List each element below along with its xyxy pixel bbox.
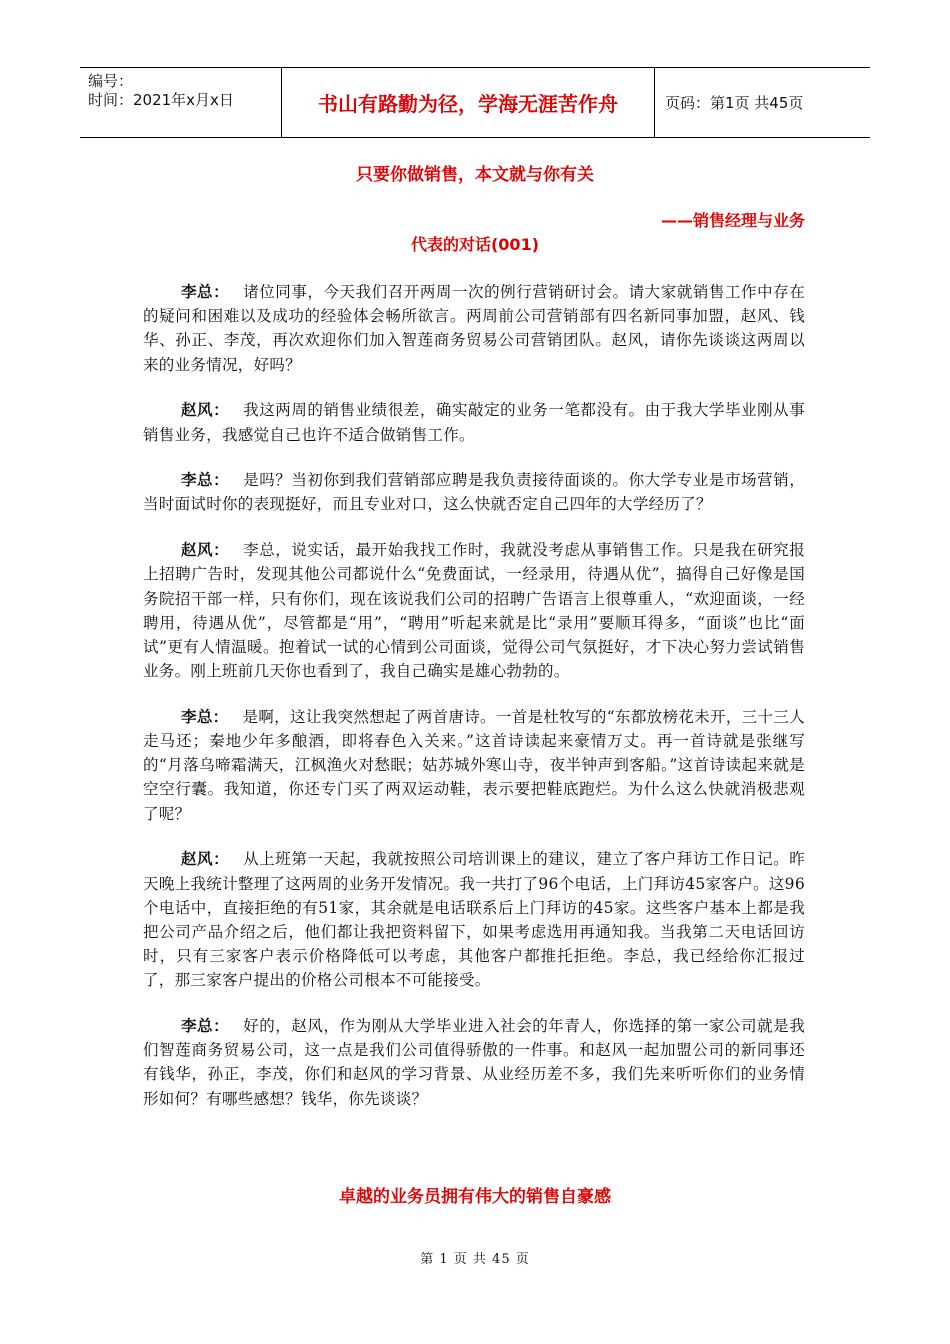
speaker-label: 赵风： [181,850,230,869]
page-footer: 第 1 页 共 45 页 [420,1252,530,1267]
paragraph-text: 我这两周的销售业绩很差，确实敲定的业务一笔都没有。由于我大学毕业刚从事销售业务，我感觉自己也许不适合做销售工作。 [143,401,805,444]
paragraph-text: 是吗？当初你到我们营销部应聘是我负责接待面谈的。你大学专业是市场营销，当时面试时你的表现挺好，而且专业对口，这么快就否定自己四年的大学经历了？ [143,471,805,514]
dialogue-paragraph [143,538,805,683]
header-page-info: 页码：第1页 共45页 [665,94,804,112]
paragraph-text: 诸位同事，今天我们召开两周一次的例行营销研讨会。请大家就销售工作中存在的疑问和困难以及成功的经验体会畅所欲言。两周前公司营销部有四名新同事加盟，赵风、钱华、孙正、李茂，再次欢迎你们加入智莲商务贸易公司营销团队。赵风，请你先谈谈这两周以来的业务情况，好吗？ [143,283,805,374]
paragraph-text: 是啊，这让我突然想起了两首唐诗。一首是杜牧写的“东都放榜花未开，三十三人走马还；秦地少年多酿酒，即将春色入关来。”这首诗读起来豪情万丈。再一首诗就是张继写的“月落乌啼霜满天，江枫渔火对愁眠；姑苏城外寒山寺，夜半钟声到客船。”这首诗读起来就是空空行囊。我知道，你还专门买了两双运动鞋，表示要把鞋底跑烂。为什么这么快就消极悲观了呢？ [143,707,805,823]
header-motto: 书山有路勤为径，学海无涯苦作舟 [282,68,655,137]
speaker-label: 赵风： [181,541,230,560]
speaker-label: 李总： [181,1017,230,1036]
speaker-label: 李总： [181,471,230,490]
dialogue-paragraph [143,398,805,446]
speaker-label: 李总： [181,707,229,726]
dialogue-paragraph [143,847,805,992]
document-subtitle-line2: 代表的对话(001) [410,235,540,254]
header-number-label: 编号： [88,72,134,90]
speaker-label: 赵风： [181,401,230,420]
paragraph-text: 好的，赵风，作为刚从大学毕业进入社会的年青人，你选择的第一家公司就是我们智莲商务贸易公司，这一点是我们公司值得骄傲的一件事。和赵风一起加盟公司的新同事还有钱华，孙正，李茂，你们和赵风的学习背景、从业经历差不多，我们先来听听你们的业务情形如何？有哪些感想？钱华，你先谈谈？ [143,1017,805,1108]
speaker-label: 李总： [181,283,230,301]
document-subtitle-line1: ——销售经理与业务 [660,211,805,230]
document-header [80,67,870,138]
paragraph-text: 从上班第一天起，我就按照公司培训课上的建议，建立了客户拜访工作日记。昨天晚上我统计整理了这两周的业务开发情况。我一共打了96个电话，上门拜访45家客户。这96个电话中，直接拒绝的有51家，其余就是电话联系后上门拜访的45家。这些客户基本上都是我把公司产品介绍之后，他们都让我把资料留下，如果考虑选用再通知我。当我第二天电话回访时，只有三家客户表示价格降低可以考虑，其他客户都推托拒绝。李总，我已经给你汇报过了，那三家客户提出的价格公司根本不可能接受。 [143,850,805,990]
header-meta-cell [80,68,282,137]
dialogue-paragraph [143,280,805,377]
section-heading: 卓越的业务员拥有伟大的销售自豪感 [339,1187,611,1207]
dialogue-paragraph [143,468,805,516]
dialogue-paragraph [143,1014,805,1111]
paragraph-text: 李总，说实话，最开始我找工作时，我就没考虑从事销售工作。只是我在研究报上招聘广告时，发现其他公司都说什么“免费面试，一经录用，待遇从优”，搞得自己好像是国务院招干部一样，只有你们，现在该说我们公司的招聘广告语言上很尊重人，“欢迎面谈，一经聘用，待遇从优”，尽管都是“用”，“聘用”听起来就是比“录用”要顺耳得多，“面谈”也比“面试”更有人情温暖。抱着试一试的心情到公司面谈，觉得公司气氛挺好，才下决心努力尝试销售业务。刚上班前几天你也看到了，我自己确实是雄心勃勃的。 [143,541,805,681]
dialogue-paragraph [143,705,805,826]
document-title: 只要你做销售，本文就与你有关 [356,165,594,185]
dialogue-body [143,280,805,1132]
header-date-label: 时间：2021年x月x日 [88,91,234,109]
